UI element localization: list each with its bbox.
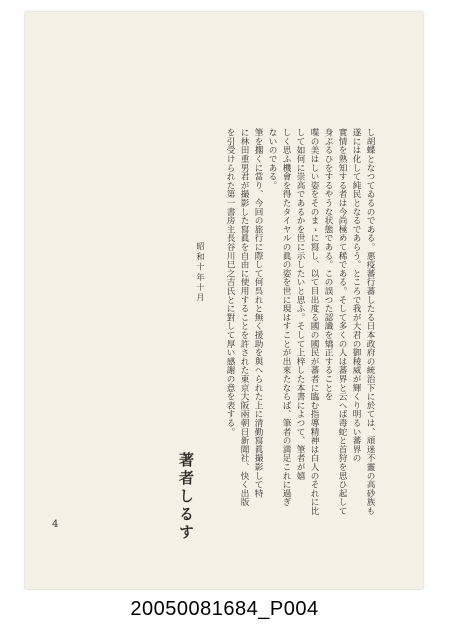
text-line: を引受けられた第一書房主長谷川巳之吉氏とに對して厚い感謝の意を表する。 (225, 128, 235, 436)
text-line: 筆を擱くに當り、今回の旅行に際して何呉れと無く援助を與へられた上に清勤寫眞撮影して特 (253, 128, 263, 498)
text-line: 遂には化して純民となるであらう。ところで我が大君の御稜威が輝くり明るい蕃界の (351, 128, 361, 463)
author-signature: 著者しるす (177, 452, 195, 542)
text-line: しく思ふ機會を得たタイヤルの眞の姿を世に現はすことが出來たならば、筆者の満足これに過ぎ (281, 128, 291, 507)
text-line: ないのである。 (267, 128, 277, 190)
text-line: 身ぶるひをするやうな状態である。この誤つた認識を矯正することを (323, 128, 333, 401)
date-line: 昭和十年十月 (196, 242, 206, 304)
text-line: 實情を熟知する者は今尚極めて稀である。そして多くの人は蕃界と云へば毒蛇と首狩を思ひ起して (337, 128, 347, 516)
image-caption: 20050081684_P004 (130, 598, 319, 620)
text-line: して如何に崇高であるかを世に示したいと思ふ。そして上梓した本書によつて、筆者が嬉 (295, 128, 305, 480)
text-line: に林田重男君が撮影した寫眞を自由に使用することを許された東京大阪兩朝日新聞社、快く出版 (239, 128, 249, 507)
page-number: 4 (52, 519, 59, 530)
document-page (25, 12, 423, 589)
text-line: 喋の美はしい姿をそのまゝに寫し、以て目出度る國の國民が蕃者に臨む指導精神は白人のそれに比 (309, 128, 319, 516)
text-line: し胡蝶となつてゐるのである。悪疫蕃行蕃したる日本政府の統治下に於ては、頑迷不靈の高砂族も (365, 128, 375, 516)
